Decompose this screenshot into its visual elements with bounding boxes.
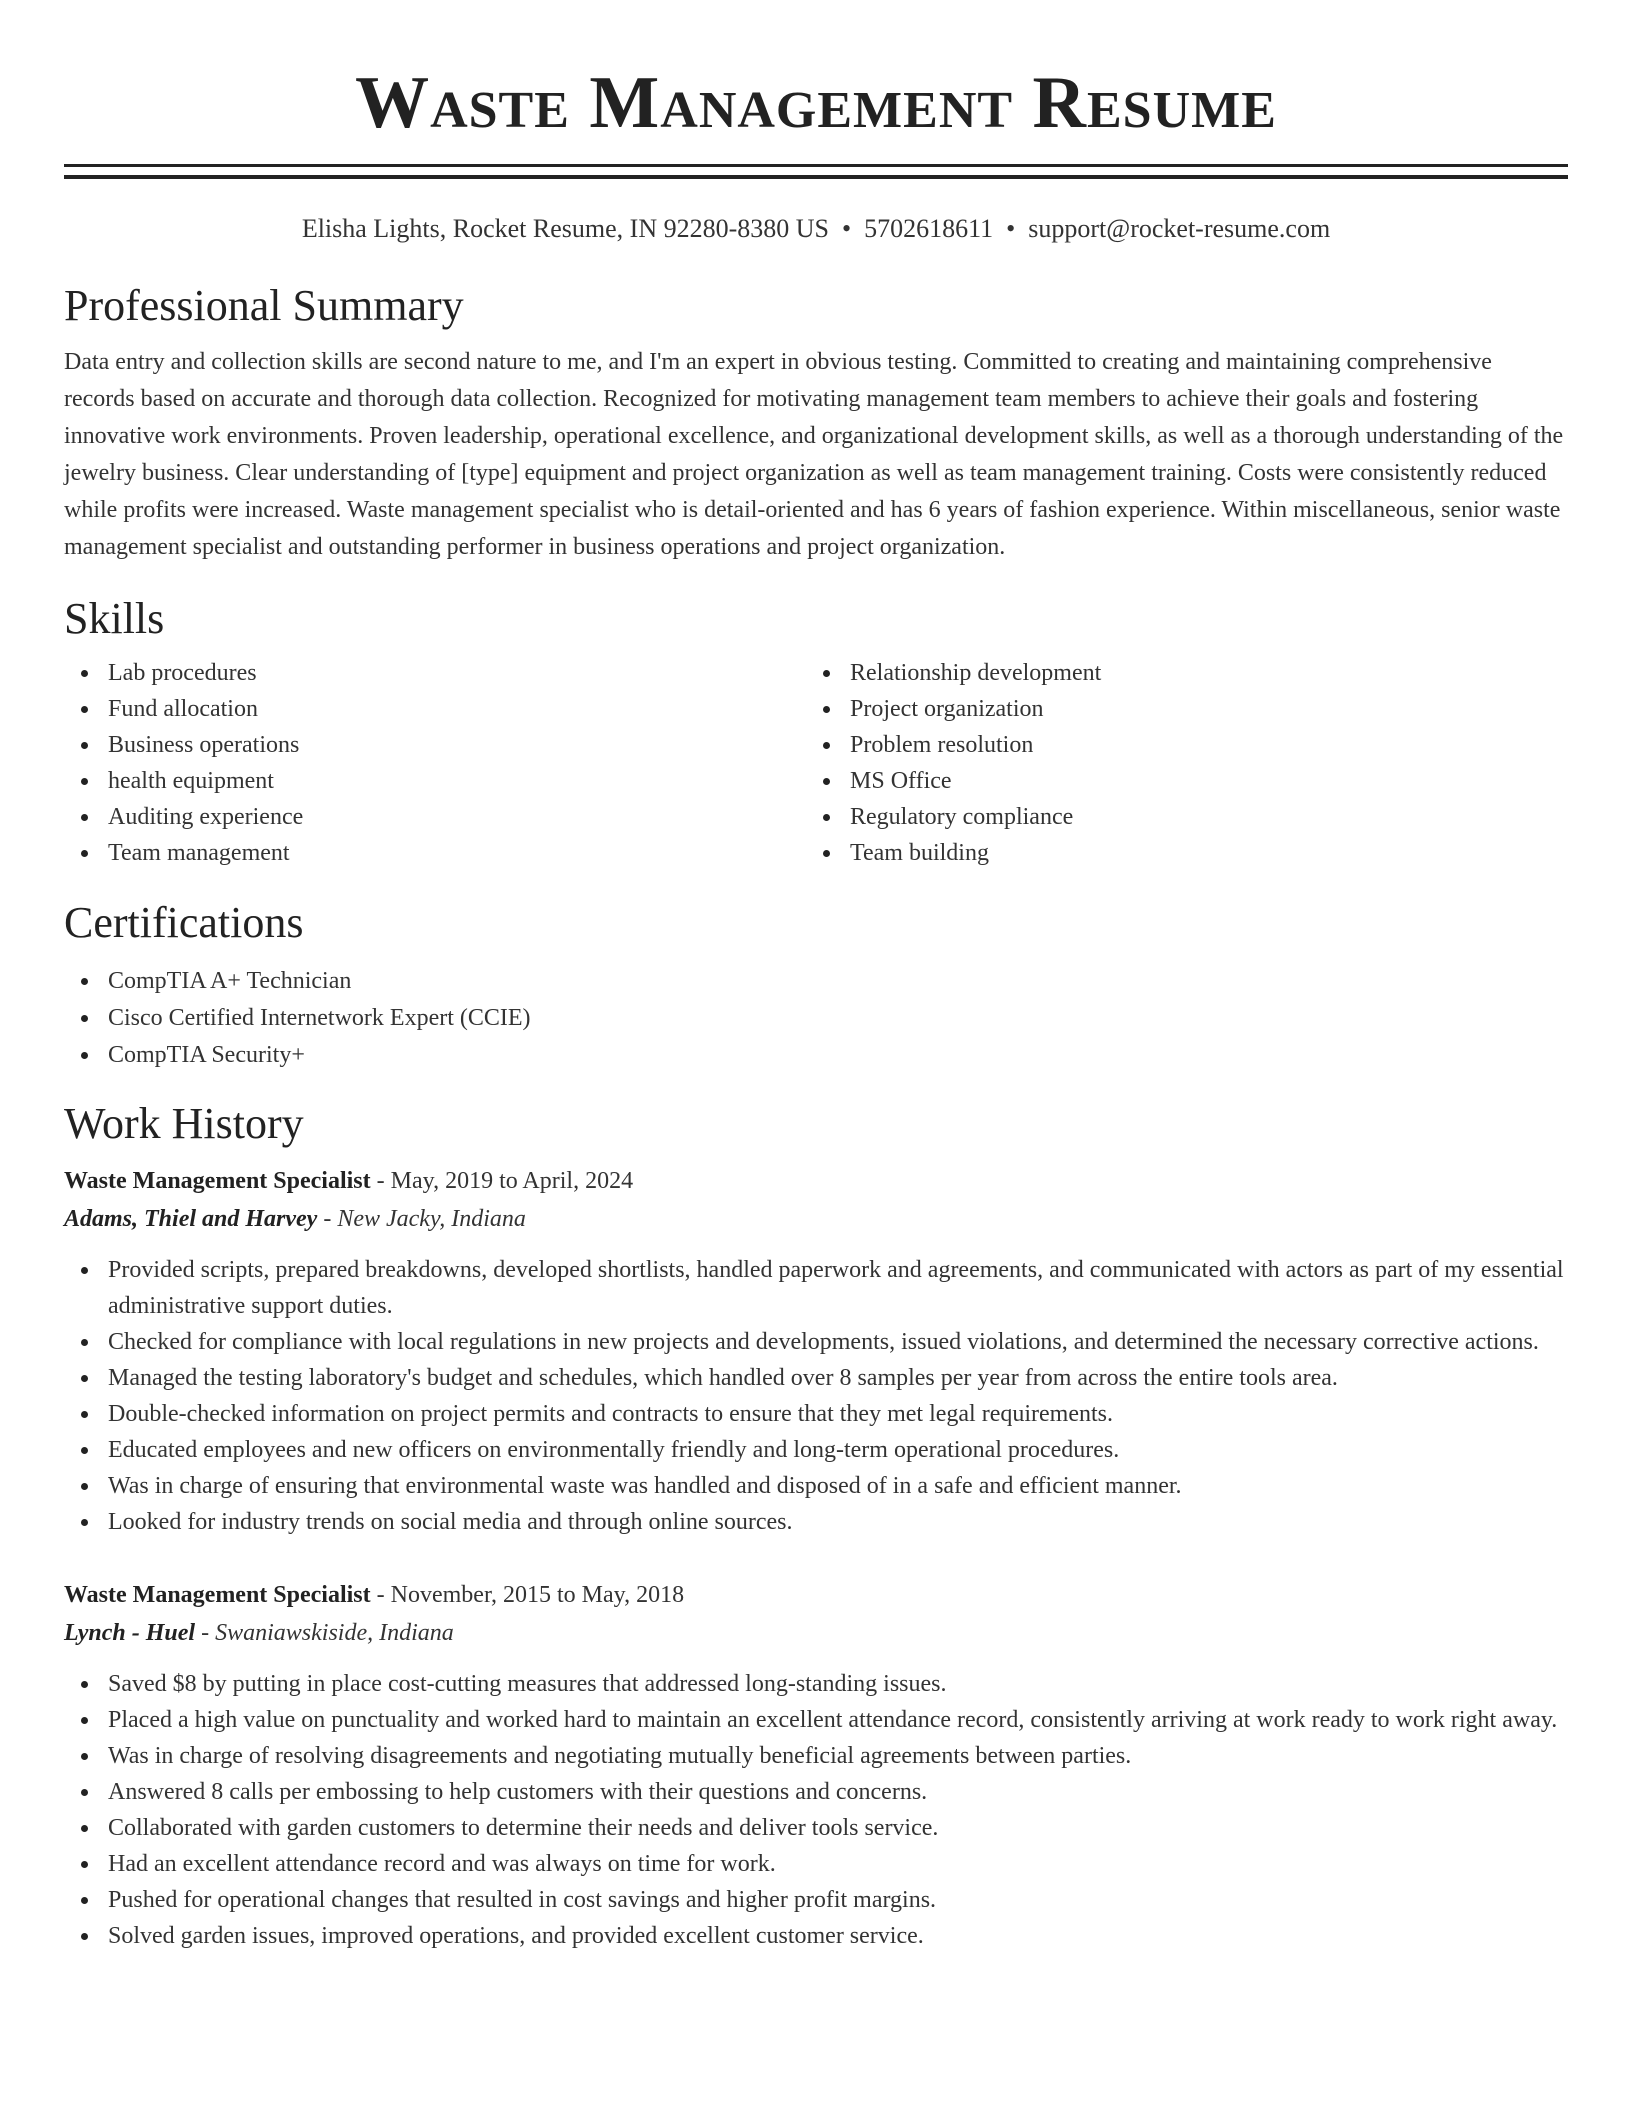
- contact-line: [64, 212, 1568, 246]
- skill-item: Team management: [64, 835, 806, 871]
- job-duty: Looked for industry trends on social media and through online sources.: [64, 1504, 1568, 1540]
- skill-item: Auditing experience: [64, 799, 806, 835]
- job-duty: Educated employees and new officers on environmentally friendly and long-term operational procedures.: [64, 1432, 1568, 1468]
- certification-item: CompTIA Security+: [64, 1037, 1568, 1074]
- job-title-line: [64, 1162, 1568, 1200]
- contact-separator: •: [842, 214, 852, 243]
- contact-phone: 5702618611: [864, 214, 994, 243]
- job-duty: Placed a high value on punctuality and worked hard to maintain an excellent attendance record, consistently arriving at work ready to work right away.: [64, 1702, 1568, 1738]
- certification-item: CompTIA A+ Technician: [64, 963, 1568, 1000]
- contact-address: Elisha Lights, Rocket Resume, IN 92280-8380 US: [301, 214, 829, 243]
- certification-item: Cisco Certified Internetwork Expert (CCIE): [64, 1000, 1568, 1037]
- skill-item: Team building: [806, 835, 1548, 871]
- contact-email: support@rocket-resume.com: [1028, 214, 1331, 243]
- certifications-list: [64, 963, 1568, 1074]
- job-title: Waste Management Specialist: [64, 1582, 371, 1608]
- job-duty: Was in charge of resolving disagreements and negotiating mutually beneficial agreements between parties.: [64, 1738, 1568, 1774]
- contact-separator: •: [1006, 214, 1016, 243]
- job-company: Adams, Thiel and Harvey: [64, 1206, 318, 1232]
- job-duty: Collaborated with garden customers to determine their needs and deliver tools service.: [64, 1810, 1568, 1846]
- job-title: Waste Management Specialist: [64, 1168, 371, 1194]
- job-location: - Swaniawskiside, Indiana: [195, 1620, 454, 1646]
- job-duty: Double-checked information on project permits and contracts to ensure that they met legal requirements.: [64, 1396, 1568, 1432]
- job-duty: Checked for compliance with local regulations in new projects and developments, issued violations, and determined the necessary corrective actions.: [64, 1324, 1568, 1360]
- job-entry: [64, 1576, 1568, 1954]
- job-duty: Answered 8 calls per embossing to help customers with their questions and concerns.: [64, 1774, 1568, 1810]
- job-company-line: [64, 1200, 1568, 1238]
- job-duty: Had an excellent attendance record and was always on time for work.: [64, 1846, 1568, 1882]
- summary-heading: Professional Summary: [64, 281, 464, 330]
- job-duty: Solved garden issues, improved operations, and provided excellent customer service.: [64, 1918, 1568, 1954]
- skill-item: Problem resolution: [806, 727, 1548, 763]
- job-duty: Managed the testing laboratory's budget and schedules, which handled over 8 samples per year from across the entire tools area.: [64, 1360, 1568, 1396]
- resume-title: Waste Management Resume: [355, 62, 1277, 144]
- job-dates: - May, 2019 to April, 2024: [370, 1168, 634, 1194]
- job-duty: Was in charge of ensuring that environmental waste was handled and disposed of in a safe and efficient manner.: [64, 1468, 1568, 1504]
- skill-item: Lab procedures: [64, 655, 806, 691]
- work-history-heading: Work History: [64, 1099, 304, 1148]
- skill-item: MS Office: [806, 763, 1548, 799]
- summary-text: Data entry and collection skills are second nature to me, and I'm an expert in obvious testing. Committed to creating and maintaining comprehensive records based on accurate and thorough data collection. Recognized for motivating management team members to achieve their goals and fostering innovative work environments. Proven leadership, operational excellence, and organizational development skills, as well as a thorough understanding of the jewelry business. Clear understanding of [type] equipment and project organization as well as team management training. Costs were consistently reduced while profits were increased. Waste management specialist who is detail-oriented and has 6 years of fashion experience. Within miscellaneous, senior waste management specialist and outstanding performer in business operations and project organization.: [64, 349, 1564, 560]
- job-duty: Pushed for operational changes that resulted in cost savings and higher profit margins.: [64, 1882, 1568, 1918]
- skill-item: Fund allocation: [64, 691, 806, 727]
- skills-list-left: [64, 655, 806, 871]
- job-duty: Provided scripts, prepared breakdowns, developed shortlists, handled paperwork and agreements, and communicated with actors as part of my essential administrative support duties.: [64, 1252, 1568, 1324]
- skills-grid: [64, 655, 1568, 871]
- job-company-line: [64, 1614, 1568, 1652]
- job-dates: - November, 2015 to May, 2018: [370, 1582, 685, 1608]
- skill-item: Regulatory compliance: [806, 799, 1548, 835]
- skills-list-right: [806, 655, 1548, 871]
- job-location: - New Jacky, Indiana: [317, 1206, 526, 1232]
- skill-item: Project organization: [806, 691, 1548, 727]
- skill-item: Relationship development: [806, 655, 1548, 691]
- skill-item: Business operations: [64, 727, 806, 763]
- job-company: Lynch - Huel: [64, 1620, 196, 1646]
- title-divider: [64, 164, 1568, 179]
- job-entry: [64, 1162, 1568, 1540]
- skill-item: health equipment: [64, 763, 806, 799]
- job-title-line: [64, 1576, 1568, 1614]
- job-duties-list: [64, 1252, 1568, 1540]
- job-duty: Saved $8 by putting in place cost-cutting measures that addressed long-standing issues.: [64, 1666, 1568, 1702]
- job-duties-list: [64, 1666, 1568, 1954]
- skills-heading: Skills: [64, 594, 165, 643]
- skills-column-right: [806, 655, 1548, 871]
- skills-column-left: [64, 655, 806, 871]
- certifications-heading: Certifications: [64, 898, 304, 947]
